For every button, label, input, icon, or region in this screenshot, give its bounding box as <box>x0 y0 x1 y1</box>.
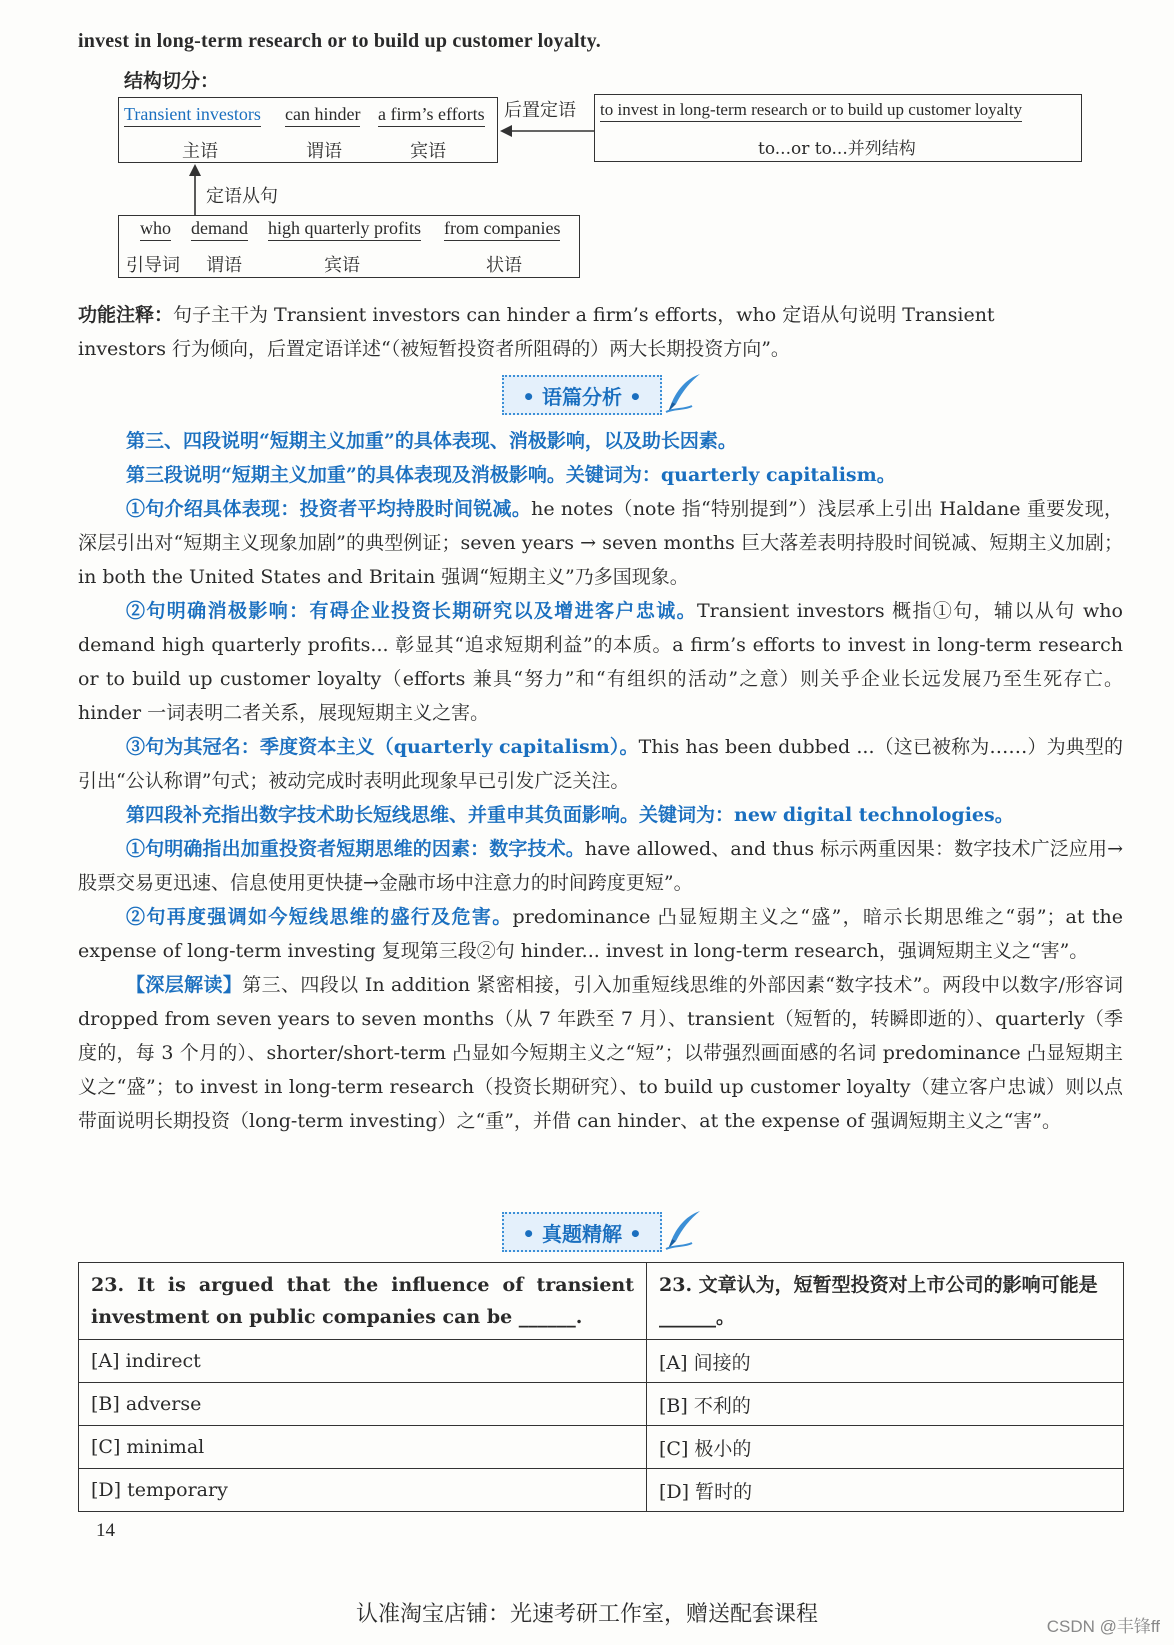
point-1-lead: ①句介绍具体表现：投资者平均持股时间锐减。 <box>126 498 532 520</box>
analysis-point-1 <box>78 492 1123 594</box>
clause-role-predicate: 谓语 <box>206 255 242 276</box>
subject-word: Transient investors <box>124 104 261 127</box>
clause-role-adverbial: 状语 <box>486 255 522 276</box>
clause-role-introducer: 引导词 <box>126 255 180 276</box>
postpositive-note: to...or to...并列结构 <box>758 139 916 159</box>
object-word: a firm’s efforts <box>378 104 485 127</box>
quill-icon <box>662 1207 706 1251</box>
option-b-en: [B] adverse <box>79 1383 647 1426</box>
option-d-zh: [D] 暂时的 <box>647 1469 1124 1512</box>
point-5-lead: ②句再度强调如今短线思维的盛行及危害。 <box>126 906 513 928</box>
point-5-body: predominance 凸显短期主义之“盛”，暗示长期思维之“弱”；at the expense of long-term investing 复现第三段②句 hinder... invest in long-term research，强调短期主义之“害”。 <box>78 906 1123 962</box>
option-c-en: [C] minimal <box>79 1426 647 1469</box>
table-row <box>79 1426 1124 1469</box>
section-header-exam: • 真题精解 • <box>502 1212 662 1252</box>
point-4-lead: ①句明确指出加重投资者短期思维的因素：数字技术。 <box>126 838 585 860</box>
summary-line-1: 第三、四段说明“短期主义加重”的具体表现、消极影响，以及助长因素。 <box>126 430 737 452</box>
analysis-point-4 <box>78 832 1123 900</box>
function-note-label: 功能注释： <box>78 304 174 326</box>
summary-line-3: 第四段补充指出数字技术助长短线思维、并重申其负面影响。关键词为：new digital technologies。 <box>126 804 1014 826</box>
point-1-body: he notes（note 指“特别提到”）浅层承上引出 Haldane 重要发现，深层引出对“短期主义现象加剧”的典型例证；seven years → seven months 巨大落差表明持股时间锐减、短期主义加剧；in both the United States and Britain 强调“短期主义”乃多国现象。 <box>78 498 1123 588</box>
option-b-zh: [B] 不利的 <box>647 1383 1124 1426</box>
point-3-body: This has been dubbed ...（这已被称为……）为典型的引出“公认称谓”句式；被动完成时表明此现象早已引发广泛关注。 <box>78 736 1123 792</box>
footer-notice: 认准淘宝店铺：光速考研工作室，赠送配套课程 <box>355 1602 818 1627</box>
function-note <box>78 298 1123 366</box>
page-number: 14 <box>96 1520 115 1541</box>
discourse-analysis <box>78 424 1123 1138</box>
clause-word-adverbial: from companies <box>444 218 560 241</box>
point-2-body: Transient investors 概指①句，辅以从句 who demand high quarterly profits... 彰显其“追求短期利益”的本质。a firm’s efforts to invest in long-term research or to build up customer loyalty（efforts 兼具“努力”和“有组织的活动”之意）则关乎企业长远发展乃至生死存亡。hinder 一词表明二者关系，展现短期主义之害。 <box>78 600 1123 724</box>
point-4-body: have allowed、and thus 标示两重因果：数字技术广泛应用→股票交易更迅速、信息使用更快捷→金融市场中注意力的时间跨度更短”。 <box>78 838 1123 894</box>
object-role: 宾语 <box>410 141 446 162</box>
clause-word-object: high quarterly profits <box>268 218 421 241</box>
analysis-point-5 <box>78 900 1123 968</box>
function-note-line2: investors 行为倾向，后置定语详述“（被短暂投资者所阻碍的）两大长期投资方向”。 <box>78 338 790 360</box>
continuation-line: invest in long-term research or to build up customer loyalty. <box>78 30 601 52</box>
point-2-lead: ②句明确消极影响：有碍企业投资长期研究以及增进客户忠诚。 <box>126 600 697 622</box>
analysis-point-3 <box>78 730 1123 798</box>
analysis-point-2 <box>78 594 1123 730</box>
postpositive-label: 后置定语 <box>504 100 576 121</box>
question-stem-zh: 23. 文章认为，短暂型投资对上市公司的影响可能是______。 <box>647 1263 1124 1340</box>
question-table <box>78 1262 1124 1512</box>
option-a-zh: [A] 间接的 <box>647 1340 1124 1383</box>
table-row <box>79 1469 1124 1512</box>
option-d-en: [D] temporary <box>79 1469 647 1512</box>
option-a-en: [A] indirect <box>79 1340 647 1383</box>
table-row <box>79 1340 1124 1383</box>
subject-role: 主语 <box>182 141 218 162</box>
question-stem-en: 23. It is argued that the influence of transient investment on public companies can be ______. <box>79 1263 647 1340</box>
postpositive-text: to invest in long-term research or to build up customer loyalty <box>600 100 1022 122</box>
function-note-line1: 句子主干为 Transient investors can hinder a firm’s efforts，who 定语从句说明 Transient <box>173 304 995 326</box>
clause-word-demand: demand <box>191 218 248 241</box>
option-c-zh: [C] 极小的 <box>647 1426 1124 1469</box>
table-row <box>79 1383 1124 1426</box>
point-3-lead: ③句为其冠名：季度资本主义（quarterly capitalism）。 <box>126 736 639 758</box>
attributive-clause-label: 定语从句 <box>206 186 278 207</box>
clause-role-object: 宾语 <box>324 255 360 276</box>
predicate-word: can hinder <box>285 104 360 127</box>
section-header-discourse: • 语篇分析 • <box>502 375 662 415</box>
clause-word-who: who <box>140 218 171 241</box>
deep-reading-body: 第三、四段以 In addition 紧密相接，引入加重短线思维的外部因素“数字技术”。两段中以数字/形容词 dropped from seven years to seven months（从 7 年跌至 7 月）、transient（短暂的，转瞬即逝的）、quarterly（季度的，每 3 个月的）、shorter/short-term 凸显如今短期主义之“短”；以带强烈画面感的名词 predominance 凸显短期主义之“盛”；to invest in long-term research（投资长期研究）、to build up customer loyalty（建立客户忠诚）则以点带面说明长期投资（long-term investing）之“重”，并借 can hinder、at the expense of 强调短期主义之“害”。 <box>78 974 1123 1132</box>
deep-reading <box>78 968 1123 1138</box>
deep-reading-label: 【深层解读】 <box>126 974 243 996</box>
predicate-role: 谓语 <box>306 141 342 162</box>
table-row <box>79 1263 1124 1340</box>
quill-icon <box>662 370 706 414</box>
structure-title: 结构切分： <box>124 70 220 92</box>
watermark: CSDN @丰锋ff <box>1046 1617 1160 1636</box>
summary-line-2: 第三段说明“短期主义加重”的具体表现及消极影响。关键词为：quarterly capitalism。 <box>126 464 896 486</box>
